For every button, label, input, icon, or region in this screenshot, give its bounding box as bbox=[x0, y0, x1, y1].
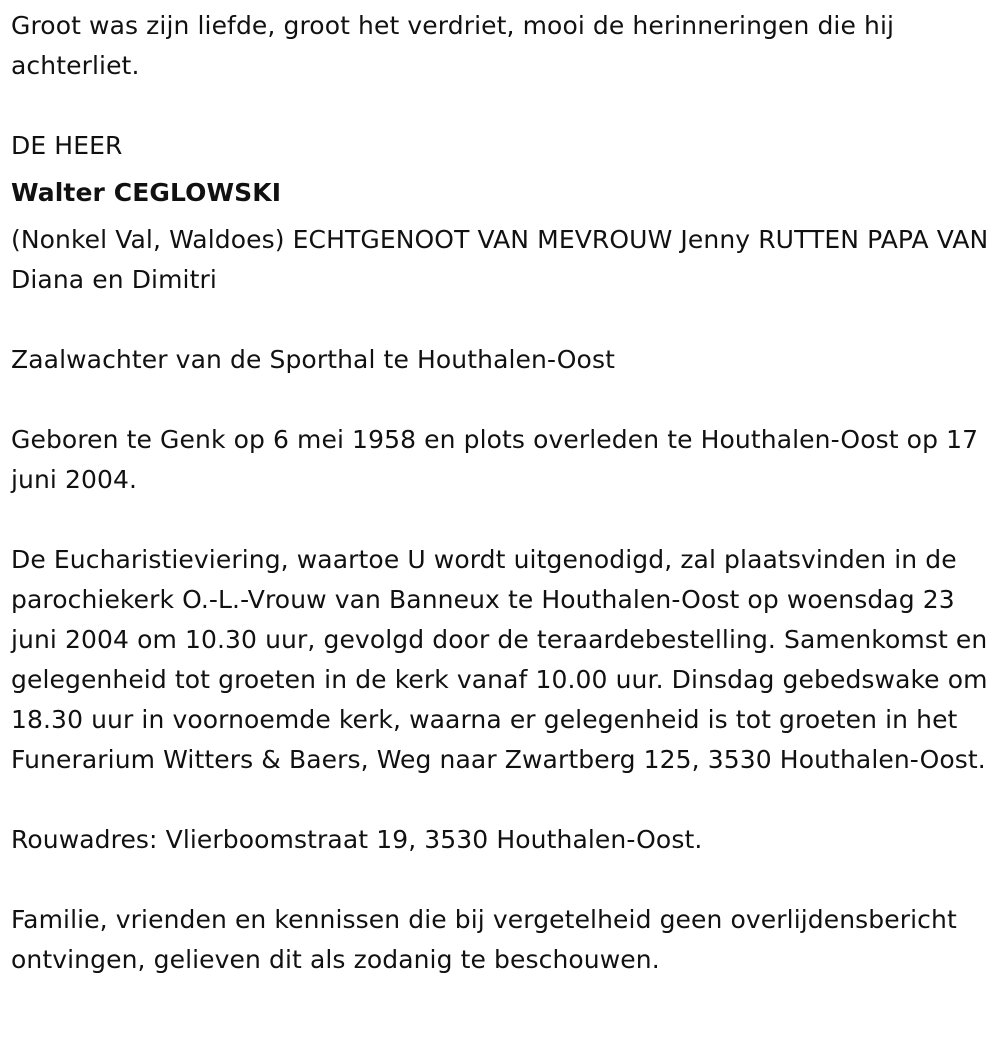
spacer bbox=[11, 860, 990, 900]
salutation: DE HEER bbox=[11, 131, 123, 160]
spacer bbox=[11, 86, 990, 126]
service-text: De Eucharistieviering, waartoe U wordt uitgenodigd, zal plaatsvinden in de parochiekerk O.-L.-Vrouw van Banneux te Houthalen-Oost op woensdag 23 juni 2004 om 10.30 uur, gevolgd door de teraardebestelling. Samenkomst en gelegenheid tot groeten in de kerk vanaf 10.00 uur. Dinsdag gebedswake om 18.30 uur in voornoemde kerk, waarna er gelegenheid is tot groeten in het Funerarium Witters & Baers, Weg naar Zwartberg 125, 3530 Houthalen-Oost. bbox=[11, 545, 988, 774]
spacer bbox=[11, 380, 990, 420]
spacer bbox=[11, 300, 990, 340]
intro-text: Groot was zijn liefde, groot het verdriet, mooi de herinneringen die hij achterliet. bbox=[11, 11, 895, 80]
birth-death-text: Geboren te Genk op 6 mei 1958 en plots overleden te Houthalen-Oost op 17 juni 2004. bbox=[11, 425, 979, 494]
occupation-text: Zaalwachter van de Sporthal te Houthalen-Oost bbox=[11, 345, 615, 374]
spacer bbox=[11, 780, 990, 820]
closing-text: Familie, vrienden en kennissen die bij vergetelheid geen overlijdensbericht ontvingen, gelieven dit als zodanig te beschouwen. bbox=[11, 905, 957, 974]
spacer bbox=[11, 500, 990, 540]
deceased-name: Walter CEGLOWSKI bbox=[11, 178, 282, 207]
relations-text: (Nonkel Val, Waldoes) ECHTGENOOT VAN MEVROUW Jenny RUTTEN PAPA VAN Diana en Dimitri bbox=[11, 225, 989, 294]
address-text: Rouwadres: Vlierboomstraat 19, 3530 Houthalen-Oost. bbox=[11, 825, 703, 854]
